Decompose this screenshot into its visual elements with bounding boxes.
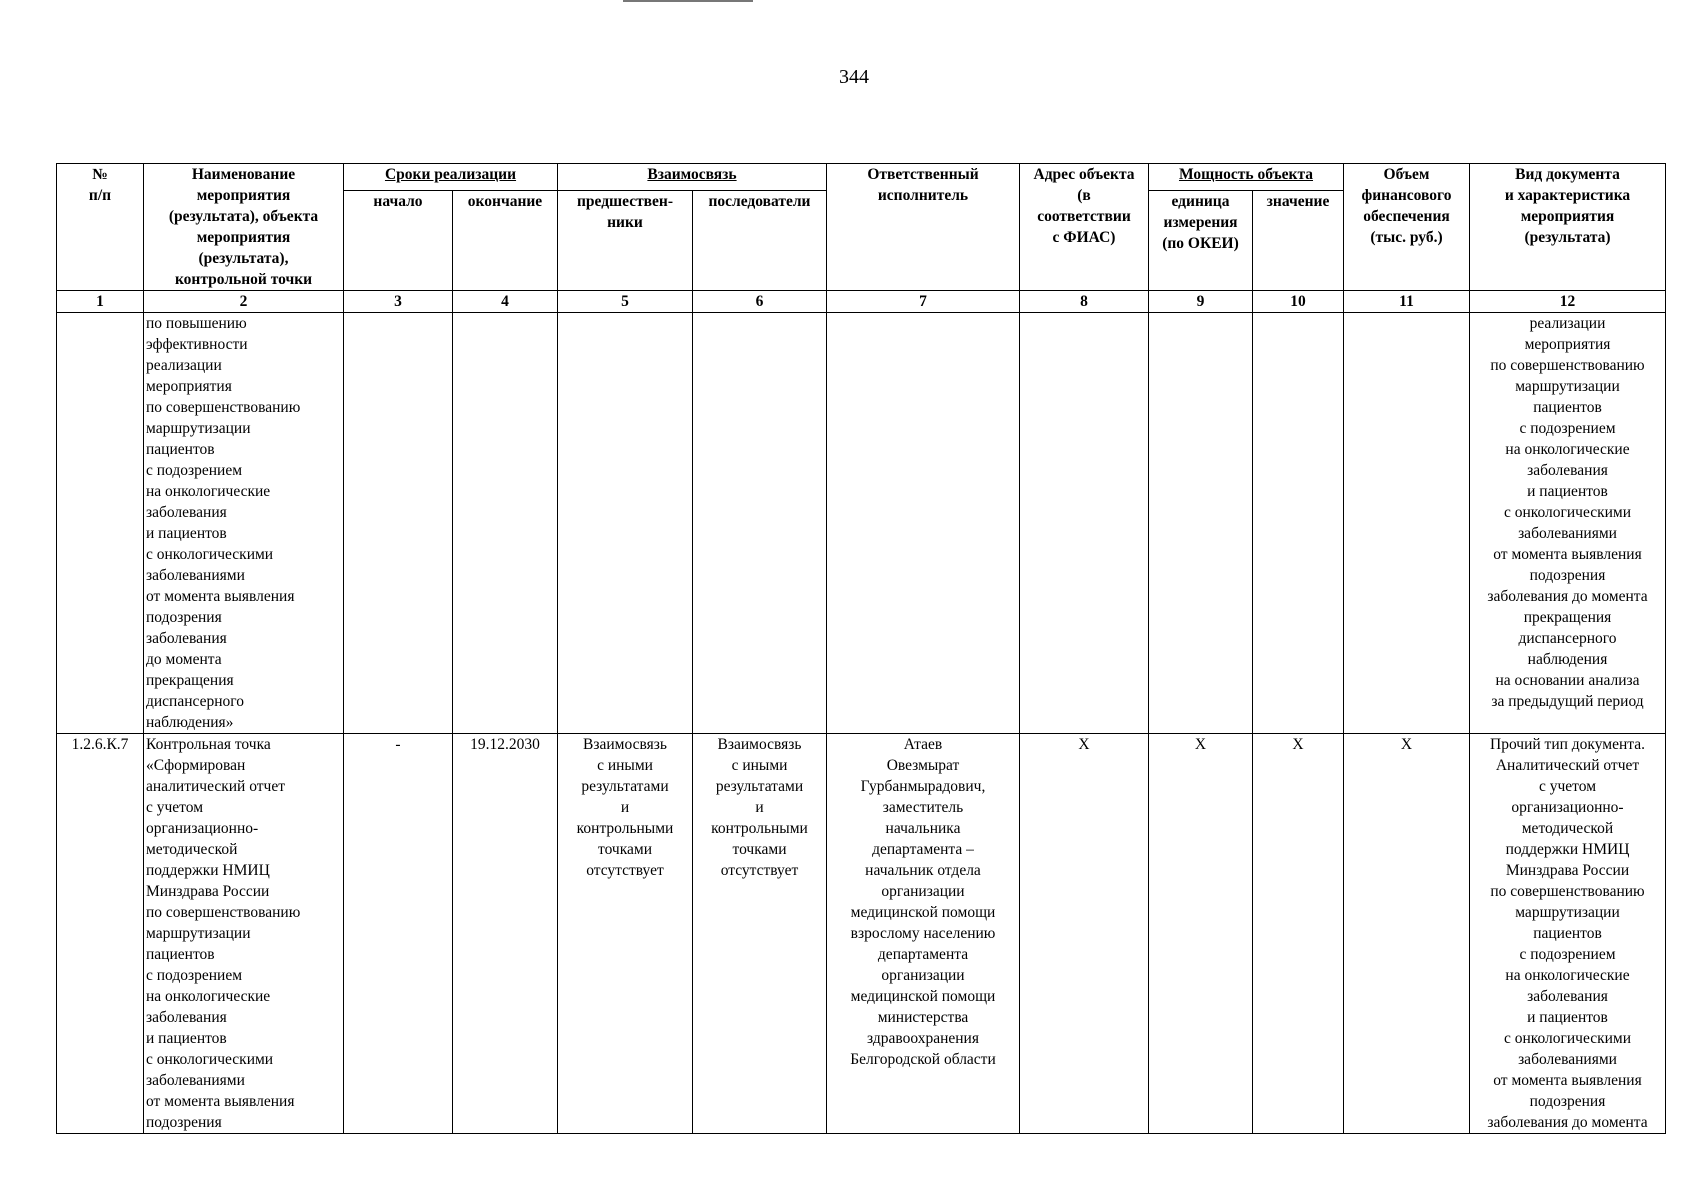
text-line: эффективности — [146, 336, 248, 353]
header-name: Наименование мероприятия (результата), объекта мероприятия (результата), контрольной точки — [144, 164, 344, 291]
text-line: пациентов — [1533, 399, 1602, 416]
text-line: Взаимосвязь — [583, 736, 667, 753]
text-line: подозрения — [1529, 1093, 1606, 1110]
col-num: 7 — [827, 291, 1020, 313]
text-line: реализации — [146, 357, 222, 374]
col-num: 9 — [1149, 291, 1253, 313]
text-line: и — [620, 799, 630, 816]
row-unit — [1149, 313, 1253, 734]
text-line: медицинской помощи — [850, 988, 996, 1005]
text-line: мероприятия — [1524, 336, 1611, 353]
text-line: с подозрением — [146, 967, 243, 984]
row-end: 19.12.2030 — [453, 734, 558, 1134]
text-line: подозрения — [146, 609, 222, 626]
row-funding: X — [1344, 734, 1470, 1134]
text-line: за предыдущий период — [1491, 693, 1644, 710]
text-line: с онкологическими — [146, 1051, 274, 1068]
text-line: маршрутизации — [146, 420, 251, 437]
text-line: организации — [881, 883, 965, 900]
header-responsible: Ответственный исполнитель — [827, 164, 1020, 291]
row-name — [144, 734, 344, 1134]
text-line: «Сформирован — [146, 757, 246, 774]
header-value: значение — [1253, 191, 1344, 291]
text-line: организации — [881, 967, 965, 984]
header-num: № п/п — [57, 164, 144, 291]
text-line: по совершенствованию — [146, 399, 301, 416]
row-address — [1020, 313, 1149, 734]
text-line: диспансерного — [146, 693, 244, 710]
text-line: от момента выявления — [146, 1093, 295, 1110]
row-id — [57, 313, 144, 734]
text-line: по совершенствованию — [146, 904, 301, 921]
text-line: Гурбанмырадович, — [860, 778, 986, 795]
col-num: 1 — [57, 291, 144, 313]
row-responsible — [827, 734, 1020, 1134]
text-line: заболеваниями — [1518, 525, 1617, 542]
text-line: пациентов — [146, 441, 215, 458]
text-line: маршрутизации — [146, 925, 251, 942]
text-line: и пациентов — [146, 525, 227, 542]
col-num: 2 — [144, 291, 344, 313]
top-rule — [623, 0, 753, 2]
text-line: мероприятия — [146, 378, 232, 395]
row-doc — [1470, 313, 1666, 734]
text-line: контрольными — [711, 820, 808, 837]
row-successors — [693, 313, 827, 734]
text-line: организационно- — [146, 820, 259, 837]
col-num: 8 — [1020, 291, 1149, 313]
text-line: департамента – — [872, 841, 974, 858]
text-line: диспансерного — [1518, 630, 1617, 647]
text-line: с подозрением — [1519, 946, 1616, 963]
text-line: прекращения — [1523, 609, 1612, 626]
text-line: аналитический отчет — [146, 778, 285, 795]
row-unit: X — [1149, 734, 1253, 1134]
text-line: заболевания до момента — [1487, 588, 1648, 605]
text-line: с подозрением — [1519, 420, 1616, 437]
table-row — [57, 734, 1666, 1134]
text-line: Взаимосвязь — [717, 736, 802, 753]
text-line: на онкологические — [1505, 441, 1630, 458]
text-line: начальника — [885, 820, 961, 837]
text-line: медицинской помощи — [850, 904, 996, 921]
text-line: и пациентов — [1527, 1009, 1608, 1026]
row-funding — [1344, 313, 1470, 734]
row-end — [453, 313, 558, 734]
header-capacity-group: Мощность объекта — [1149, 164, 1344, 191]
text-line: до момента — [146, 651, 222, 668]
text-line: заболевания до момента — [1487, 1114, 1648, 1131]
text-line: от момента выявления — [1493, 1072, 1642, 1089]
col-num: 12 — [1470, 291, 1666, 313]
text-line: с онкологическими — [1503, 1030, 1632, 1047]
table-row — [57, 313, 1666, 734]
header-unit: единица измерения (по ОКЕИ) — [1149, 191, 1253, 291]
header-link-group: Взаимосвязь — [558, 164, 827, 191]
row-id: 1.2.6.К.7 — [57, 734, 144, 1134]
text-line: прекращения — [146, 672, 234, 689]
header-address: Адрес объекта (в соответствии с ФИАС) — [1020, 164, 1149, 291]
text-line: поддержки НМИЦ — [146, 862, 270, 879]
header-dates-group: Сроки реализации — [344, 164, 558, 191]
text-line: с иными — [597, 757, 653, 774]
text-line: на онкологические — [146, 988, 271, 1005]
text-line: методической — [146, 841, 238, 858]
text-line: и пациентов — [1527, 483, 1608, 500]
text-line: с учетом — [1538, 778, 1596, 795]
col-num: 4 — [453, 291, 558, 313]
text-line: заболеваниями — [1518, 1051, 1617, 1068]
text-line: Овезмырат — [886, 757, 960, 774]
text-line: на онкологические — [1505, 967, 1630, 984]
text-line: заместитель — [882, 799, 964, 816]
row-predecessors — [558, 734, 693, 1134]
row-start — [344, 313, 453, 734]
col-num: 10 — [1253, 291, 1344, 313]
column-number-row — [57, 291, 1666, 313]
col-num: 6 — [693, 291, 827, 313]
row-predecessors — [558, 313, 693, 734]
header-successors: последователи — [693, 191, 827, 291]
text-line: подозрения — [146, 1114, 222, 1131]
text-line: с учетом — [146, 799, 204, 816]
text-line: наблюдения» — [146, 714, 234, 731]
text-line: реализации — [1529, 315, 1606, 332]
text-line: точками — [732, 841, 787, 858]
text-line: заболевания — [1527, 462, 1608, 479]
header-row-1 — [57, 164, 1666, 191]
text-line: подозрения — [1529, 567, 1606, 584]
text-line: по совершенствованию — [1490, 883, 1645, 900]
text-line: контрольными — [576, 820, 674, 837]
text-line: отсутствует — [586, 862, 664, 879]
text-line: по совершенствованию — [1490, 357, 1645, 374]
row-successors — [693, 734, 827, 1134]
row-doc — [1470, 734, 1666, 1134]
text-line: взрослому населению — [850, 925, 996, 942]
text-line: Прочий тип документа. — [1490, 736, 1645, 753]
text-line: Минздрава России — [146, 883, 270, 900]
text-line: наблюдения — [1527, 651, 1608, 668]
row-name — [144, 313, 344, 734]
text-line: с подозрением — [146, 462, 243, 479]
page-number: 344 — [839, 66, 869, 88]
text-line: Белгородской области — [850, 1051, 996, 1068]
header-predecessors: предшествен- ники — [558, 191, 693, 291]
text-line: Аналитический отчет — [1495, 757, 1640, 774]
text-line: маршрутизации — [1515, 378, 1620, 395]
text-line: департамента — [877, 946, 969, 963]
row-value: X — [1253, 734, 1344, 1134]
text-line: и пациентов — [146, 1030, 227, 1047]
text-line: с онкологическими — [146, 546, 274, 563]
row-start: - — [344, 734, 453, 1134]
col-num: 11 — [1344, 291, 1470, 313]
text-line: Атаев — [903, 736, 943, 753]
text-line: методической — [1521, 820, 1614, 837]
text-line: маршрутизации — [1515, 904, 1620, 921]
row-address: X — [1020, 734, 1149, 1134]
col-num: 5 — [558, 291, 693, 313]
text-line: и — [755, 799, 764, 816]
text-line: заболевания — [146, 630, 227, 647]
text-line: министерства — [877, 1009, 969, 1026]
text-line: заболевания — [1527, 988, 1608, 1005]
text-line: Контрольная точка — [146, 736, 271, 753]
text-line: результатами — [715, 778, 804, 795]
text-line: заболеваниями — [146, 1072, 245, 1089]
row-responsible — [827, 313, 1020, 734]
text-line: пациентов — [1533, 925, 1602, 942]
col-num: 3 — [344, 291, 453, 313]
text-line: заболеваниями — [146, 567, 245, 584]
text-line: начальник отдела — [865, 862, 981, 879]
text-line: по повышению — [146, 315, 247, 332]
text-line: здравоохранения — [867, 1030, 979, 1047]
text-line: на онкологические — [146, 483, 271, 500]
text-line: результатами — [581, 778, 669, 795]
text-line: заболевания — [146, 1009, 227, 1026]
header-end: окончание — [453, 191, 558, 291]
text-line: пациентов — [146, 946, 215, 963]
text-line: с иными — [731, 757, 788, 774]
header-doc: Вид документа и характеристика мероприятия (результата) — [1470, 164, 1666, 291]
text-line: от момента выявления — [1493, 546, 1642, 563]
text-line: с онкологическими — [1503, 504, 1632, 521]
text-line: заболевания — [146, 504, 227, 521]
text-line: поддержки НМИЦ — [1505, 841, 1630, 858]
text-line: отсутствует — [720, 862, 799, 879]
header-start: начало — [344, 191, 453, 291]
text-line: организационно- — [1511, 799, 1624, 816]
plan-table — [56, 163, 1666, 1134]
header-funding: Объем финансового обеспечения (тыс. руб.) — [1344, 164, 1470, 291]
text-line: точками — [598, 841, 652, 858]
text-line: на основании анализа — [1495, 672, 1640, 689]
text-line: Минздрава России — [1505, 862, 1630, 879]
text-line: от момента выявления — [146, 588, 295, 605]
row-value — [1253, 313, 1344, 734]
